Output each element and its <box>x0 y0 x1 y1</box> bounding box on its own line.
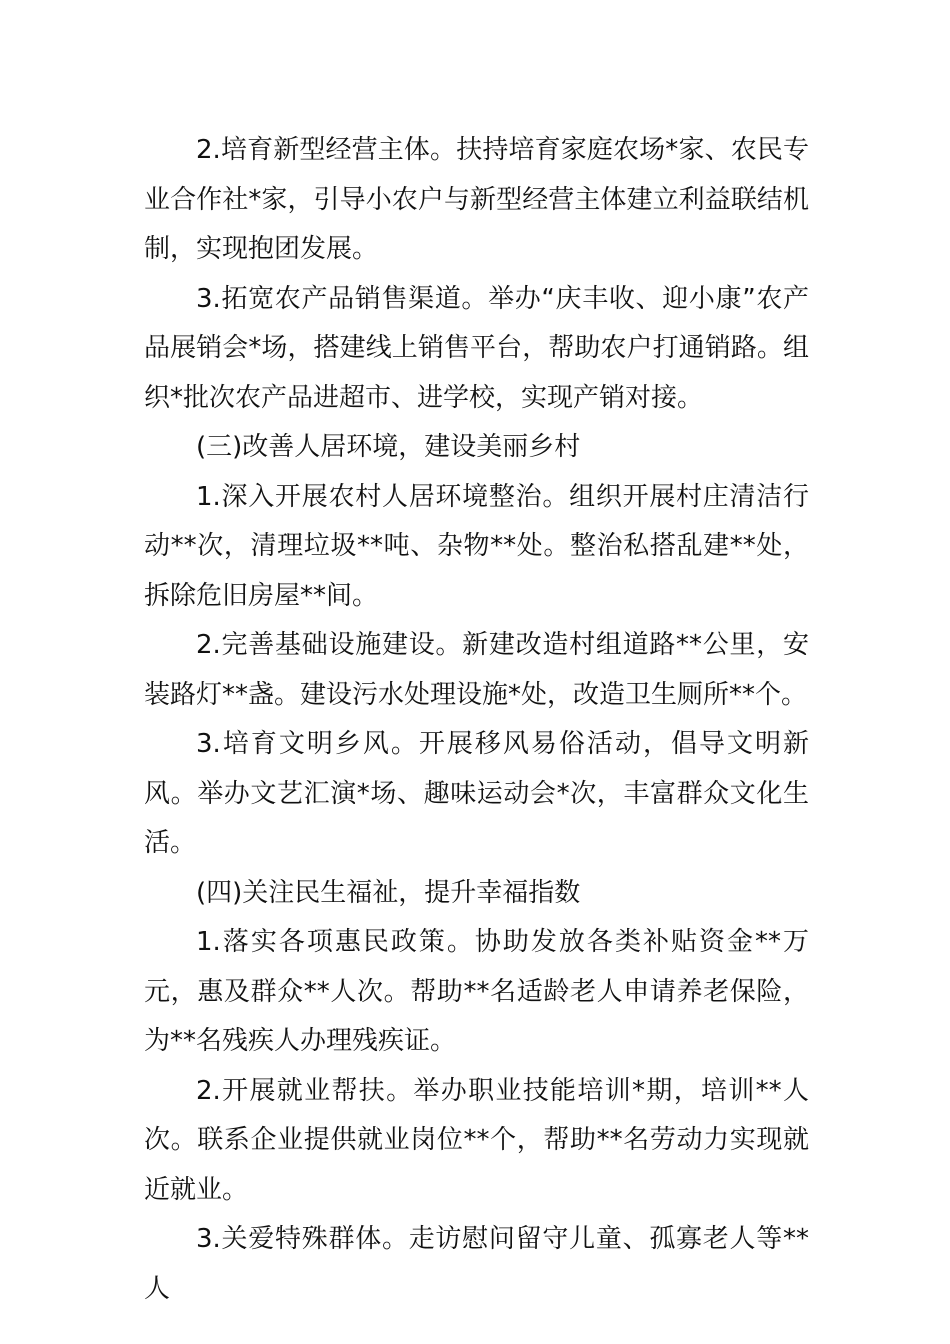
paragraph-infrastructure: 2.完善基础设施建设。新建改造村组道路**公里，安装路灯**盏。建设污水处理设施*处，改造卫生厕所**个。 <box>144 630 809 710</box>
paragraph-benefit-policies: 1.落实各项惠民政策。协助发放各类补贴资金**万元，惠及群众**人次。帮助**名适龄老人申请养老保险，为**名残疾人办理残疾证。 <box>144 927 809 1056</box>
paragraph-cultivate-new-business-entities: 2.培育新型经营主体。扶持培育家庭农场*家、农民专业合作社*家，引导小农户与新型经营主体建立利益联结机制，实现抱团发展。 <box>144 135 809 264</box>
paragraph-civilized-customs: 3.培育文明乡风。开展移风易俗活动，倡导文明新风。举办文艺汇演*场、趣味运动会*次，丰富群众文化生活。 <box>144 729 809 858</box>
section-heading-livelihood: (四)关注民生福祉，提升幸福指数 <box>196 877 581 908</box>
paragraph-employment-assistance: 2.开展就业帮扶。举办职业技能培训*期，培训**人次。联系企业提供就业岗位**个，帮助**名劳动力实现就近就业。 <box>144 1075 809 1205</box>
paragraph-special-groups: 3.关爱特殊群体。走访慰问留守儿童、孤寡老人等**人 <box>144 1224 809 1304</box>
paragraph-expand-sales-channels: 3.拓宽农产品销售渠道。举办“庆丰收、迎小康”农产品展销会*场，搭建线上销售平台，帮助农户打通销路。组织*批次农产品进超市、进学校，实现产销对接。 <box>144 283 809 413</box>
section-heading-living-environment: (三)改善人居环境，建设美丽乡村 <box>196 432 581 462</box>
paragraph-environment-improvement: 1.深入开展农村人居环境整治。组织开展村庄清洁行动**次，清理垃圾**吨、杂物**处。整治私搭乱建**处，拆除危旧房屋**间。 <box>144 481 809 611</box>
document-body <box>144 126 809 1314</box>
